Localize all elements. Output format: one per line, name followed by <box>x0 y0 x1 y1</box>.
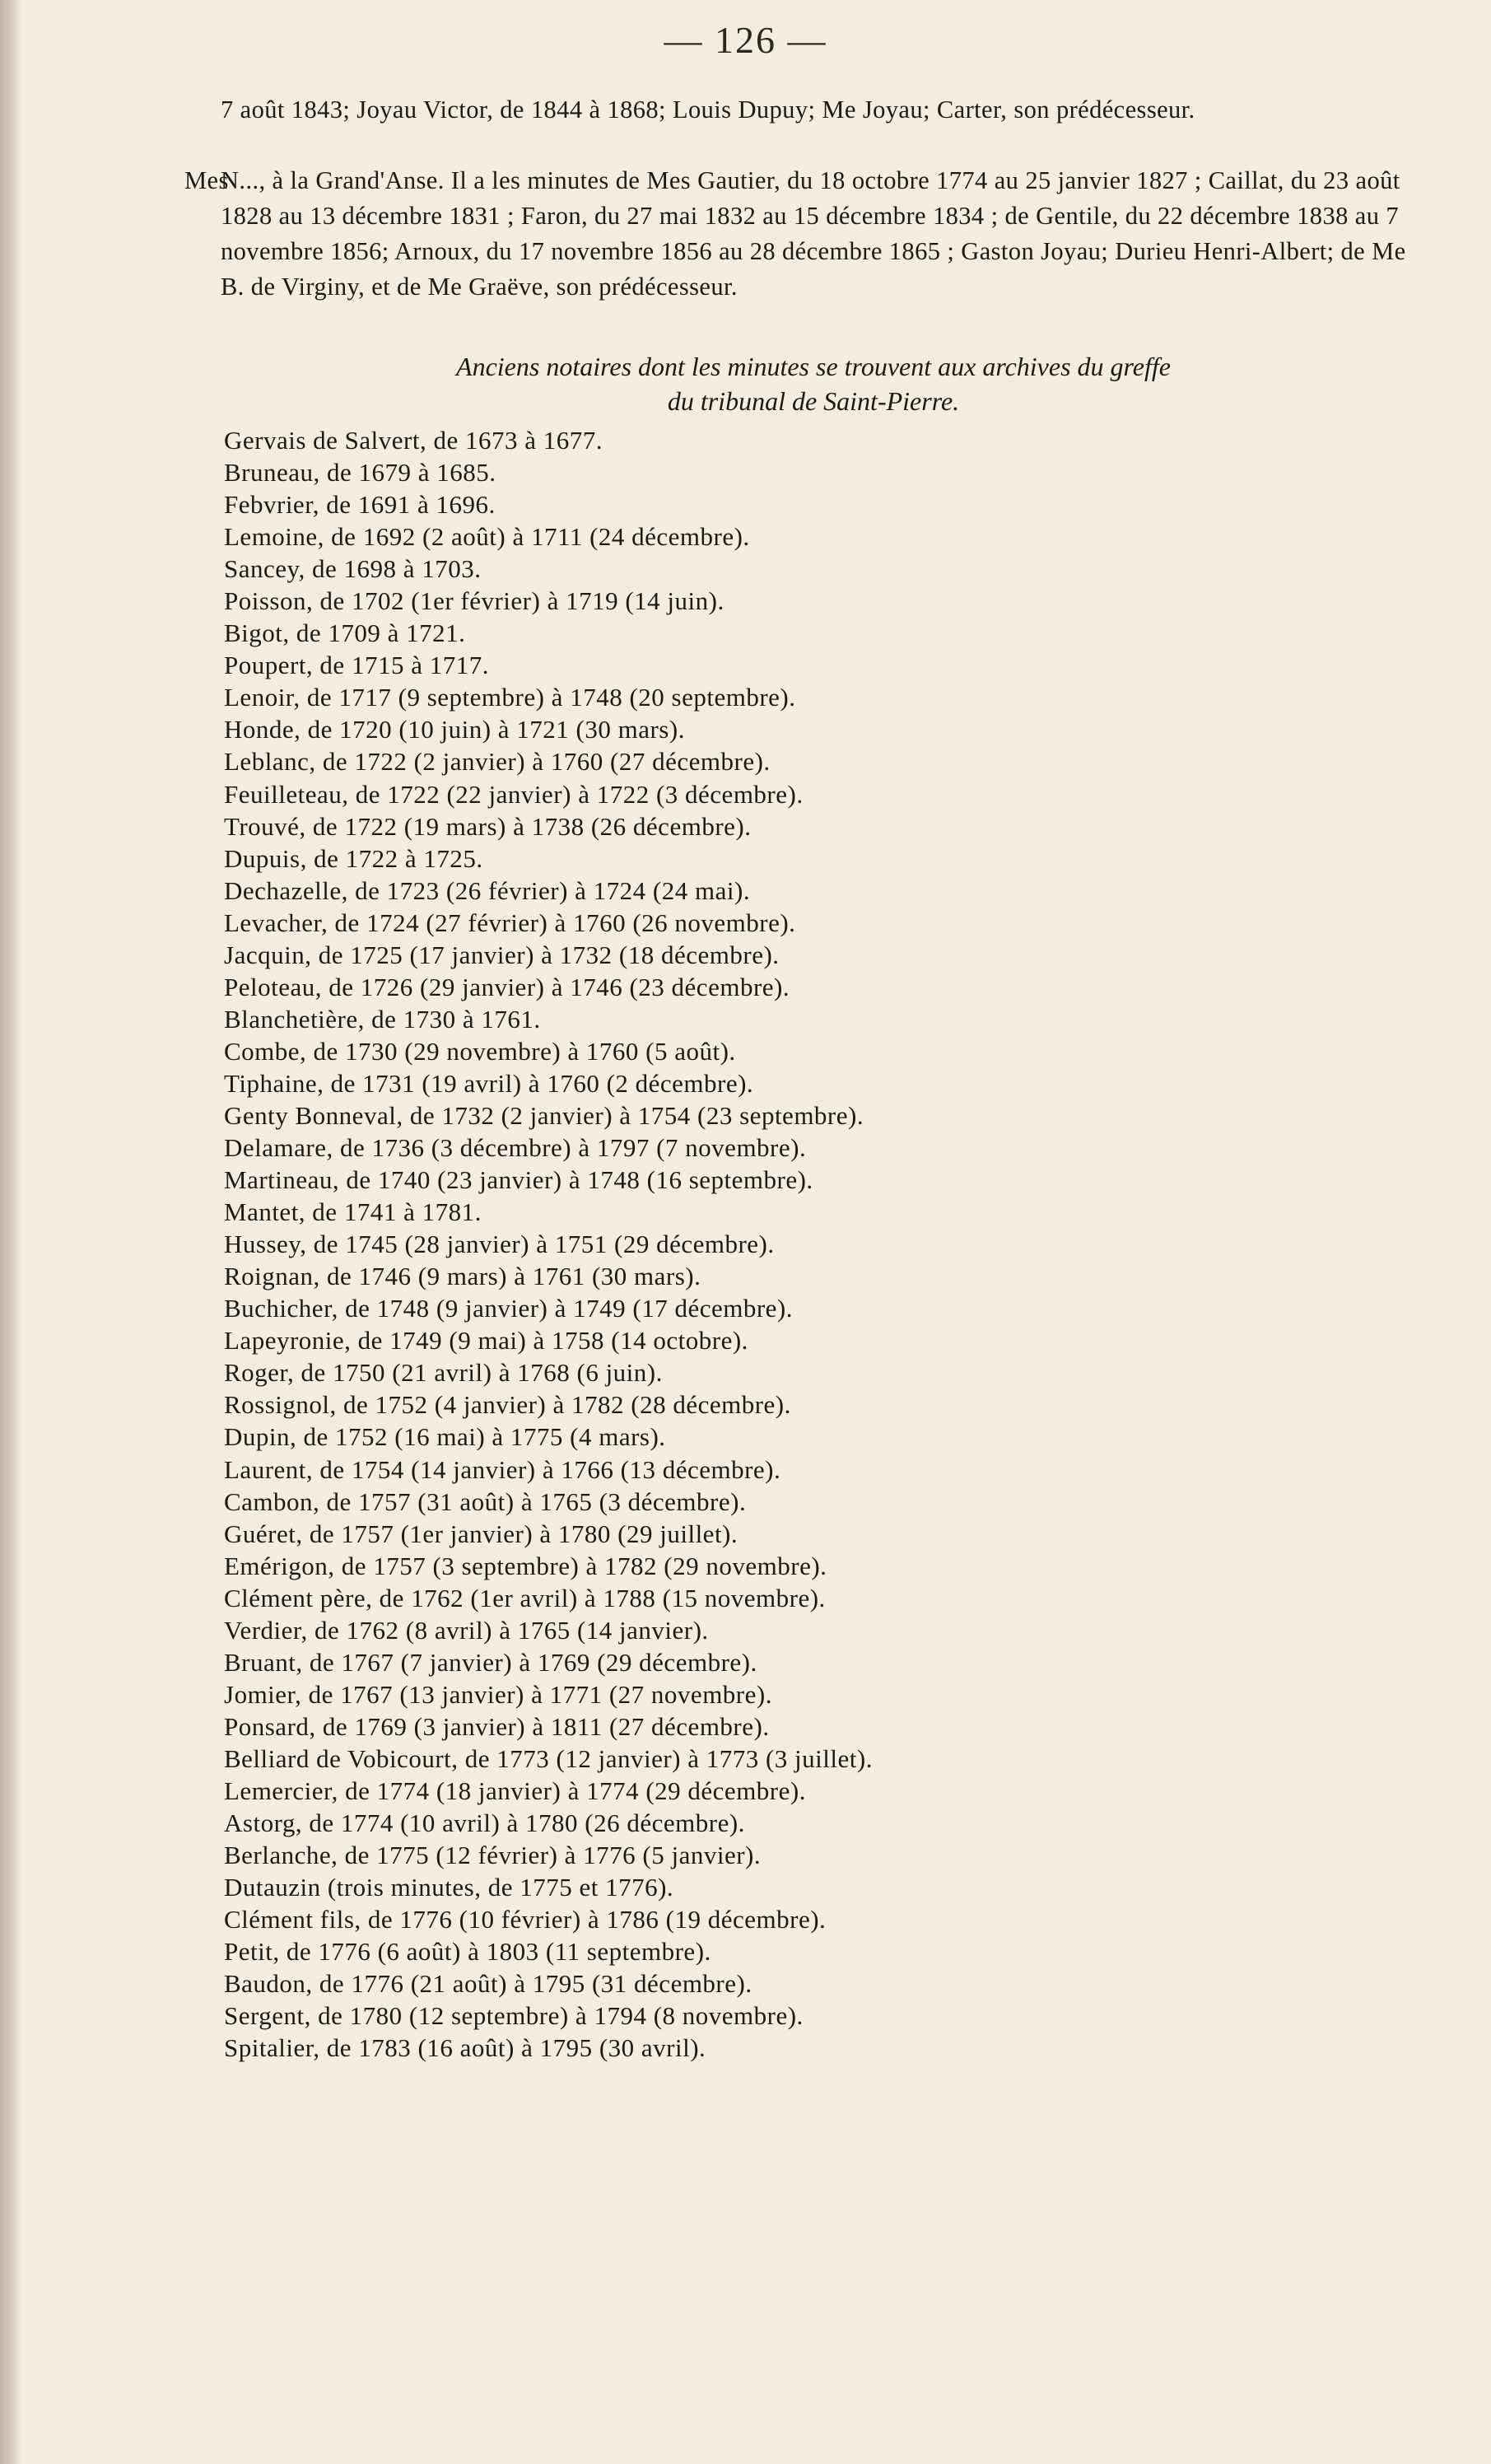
notary-entry: Laurent, de 1754 (14 janvier) à 1766 (13 décembre). <box>224 1454 781 1484</box>
notary-entry: Dutauzin (trois minutes, de 1775 et 1776). <box>224 1873 674 1902</box>
notary-entry: Feuilleteau, de 1722 (22 janvier) à 1722 (3 décembre). <box>224 779 804 809</box>
notary-entry: Dechazelle, de 1723 (26 février) à 1724 (24 mai). <box>224 875 751 905</box>
notary-entry: Blanchetière, de 1730 à 1761. <box>224 1004 541 1034</box>
section-heading-line-1: Anciens notaires dont les minutes se trouvent aux archives du greffe <box>456 352 1171 381</box>
notary-entry: Sergent, de 1780 (12 septembre) à 1794 (8 novembre). <box>224 2001 804 2031</box>
notary-entry: Sancey, de 1698 à 1703. <box>224 554 482 584</box>
notary-entry: Cambon, de 1757 (31 août) à 1765 (3 décembre). <box>224 1486 747 1516</box>
notary-entry: Spitalier, de 1783 (16 août) à 1795 (30 avril). <box>224 2033 706 2063</box>
notary-entry: Bigot, de 1709 à 1721. <box>224 618 466 648</box>
notary-entry: Lenoir, de 1717 (9 septembre) à 1748 (20 septembre). <box>224 683 796 712</box>
notary-entry: Berlanche, de 1775 (12 février) à 1776 (5 janvier). <box>224 1841 762 1870</box>
paragraph-lead: Mes <box>184 166 229 194</box>
page-number: — 126 — <box>664 19 827 61</box>
section-heading <box>221 349 1406 418</box>
notary-entry: Belliard de Vobicourt, de 1773 (12 janvier) à 1773 (3 juillet). <box>224 1743 873 1773</box>
notary-entry: Verdier, de 1762 (8 avril) à 1765 (14 janvier). <box>224 1615 709 1645</box>
intro-paragraph: 7 août 1843; Joyau Victor, de 1844 à 1868; Louis Dupuy; Me Joyau; Carter, son prédécesseur. <box>221 96 1195 124</box>
notary-entry: Roger, de 1750 (21 avril) à 1768 (6 juin). <box>224 1358 663 1388</box>
notary-entry: Delamare, de 1736 (3 décembre) à 1797 (7 novembre). <box>224 1133 807 1163</box>
notary-entry: Bruant, de 1767 (7 janvier) à 1769 (29 décembre). <box>224 1647 757 1677</box>
notary-entry: Emérigon, de 1757 (3 septembre) à 1782 (29 novembre). <box>224 1551 827 1580</box>
notary-entry: Levacher, de 1724 (27 février) à 1760 (26 novembre). <box>224 908 796 937</box>
notary-entry: Hussey, de 1745 (28 janvier) à 1751 (29 décembre). <box>224 1230 775 1259</box>
notary-entry: Petit, de 1776 (6 août) à 1803 (11 septembre). <box>224 1937 711 1967</box>
notary-entry: Martineau, de 1740 (23 janvier) à 1748 (16 septembre). <box>224 1165 813 1195</box>
notary-entry: Combe, de 1730 (29 novembre) à 1760 (5 août). <box>224 1036 736 1066</box>
paragraph-text: N..., à la Grand'Anse. Il a les minutes de Mes Gautier, du 18 octobre 1774 au 25 janvier 1827 ; Caillat, du 23 août 1828 au 13 décembre 1831 ; Faron, du 27 mai 1832 au 15 décembre 1834 ; de Gentile, du 22 décembre 1838 au 7 novembre 1856; Arnoux, du 17 novembre 1856 au 28 décembre 1865 ; Gaston Joyau; Durieu Henri-Albert; de Me B. de Virginy, et de Me Graëve, son prédécesseur. <box>221 166 1406 301</box>
section-heading-line-2: du tribunal de Saint-Pierre. <box>667 386 960 416</box>
notary-entry: Leblanc, de 1722 (2 janvier) à 1760 (27 décembre). <box>224 747 771 777</box>
notary-entry: Lapeyronie, de 1749 (9 mai) à 1758 (14 octobre). <box>224 1326 748 1356</box>
notary-entry: Tiphaine, de 1731 (19 avril) à 1760 (2 décembre). <box>224 1068 754 1098</box>
notary-entry: Poisson, de 1702 (1er février) à 1719 (14 juin). <box>224 586 725 616</box>
notary-entry: Bruneau, de 1679 à 1685. <box>224 458 496 488</box>
notary-entry: Dupin, de 1752 (16 mai) à 1775 (4 mars). <box>224 1422 666 1452</box>
notary-entry: Poupert, de 1715 à 1717. <box>224 651 489 680</box>
notary-entry: Astorg, de 1774 (10 avril) à 1780 (26 décembre). <box>224 1808 745 1838</box>
notary-entry: Rossignol, de 1752 (4 janvier) à 1782 (28 décembre). <box>224 1390 791 1420</box>
notary-entry: Honde, de 1720 (10 juin) à 1721 (30 mars). <box>224 715 685 744</box>
notary-entry: Dupuis, de 1722 à 1725. <box>224 843 483 873</box>
notary-list <box>224 424 1426 2064</box>
grand-anse-paragraph <box>184 163 1411 305</box>
notary-entry: Clément fils, de 1776 (10 février) à 1786 (19 décembre). <box>224 1905 827 1934</box>
notary-entry: Baudon, de 1776 (21 août) à 1795 (31 décembre). <box>224 1969 752 1999</box>
notary-entry: Buchicher, de 1748 (9 janvier) à 1749 (17 décembre). <box>224 1294 794 1323</box>
notary-entry: Lemercier, de 1774 (18 janvier) à 1774 (29 décembre). <box>224 1776 806 1805</box>
notary-entry: Jacquin, de 1725 (17 janvier) à 1732 (18 décembre). <box>224 940 780 969</box>
notary-entry: Trouvé, de 1722 (19 mars) à 1738 (26 décembre). <box>224 811 752 841</box>
notary-entry: Ponsard, de 1769 (3 janvier) à 1811 (27 décembre). <box>224 1711 770 1741</box>
notary-entry: Febvrier, de 1691 à 1696. <box>224 490 496 520</box>
notary-entry: Peloteau, de 1726 (29 janvier) à 1746 (23 décembre). <box>224 972 790 1001</box>
notary-entry: Genty Bonneval, de 1732 (2 janvier) à 1754 (23 septembre). <box>224 1100 864 1130</box>
notary-entry: Roignan, de 1746 (9 mars) à 1761 (30 mars). <box>224 1262 701 1291</box>
notary-entry: Gervais de Salvert, de 1673 à 1677. <box>224 426 603 455</box>
notary-entry: Jomier, de 1767 (13 janvier) à 1771 (27 novembre). <box>224 1679 772 1709</box>
notary-entry: Mantet, de 1741 à 1781. <box>224 1197 482 1227</box>
notary-entry: Lemoine, de 1692 (2 août) à 1711 (24 décembre). <box>224 522 750 552</box>
notary-entry: Clément père, de 1762 (1er avril) à 1788 (15 novembre). <box>224 1583 826 1612</box>
notary-entry: Guéret, de 1757 (1er janvier) à 1780 (29 juillet). <box>224 1519 739 1548</box>
